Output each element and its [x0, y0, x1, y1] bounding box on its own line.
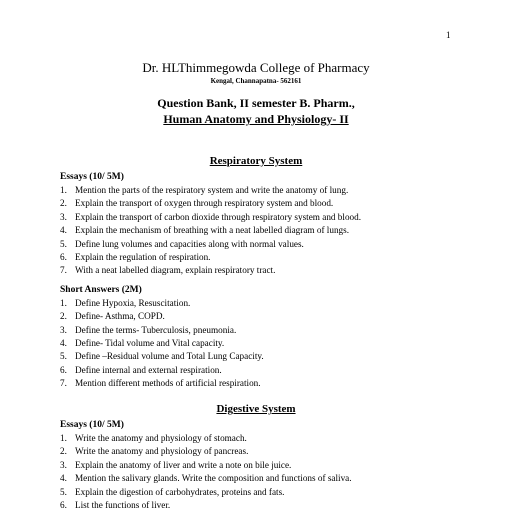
question-number: 7. — [60, 378, 67, 389]
question-item — [60, 197, 460, 210]
question-number: 2. — [60, 198, 67, 209]
section-digestive-system — [60, 403, 460, 518]
question-item — [60, 486, 460, 499]
question-list — [60, 184, 460, 278]
question-list — [60, 297, 460, 391]
question-item — [60, 499, 460, 512]
question-text: Define Hypoxia, Resuscitation. — [75, 297, 191, 308]
question-text: Define lung volumes and capacities along with normal values. — [75, 238, 304, 249]
question-item — [60, 238, 460, 251]
question-number: 4. — [60, 337, 67, 348]
question-text: Define- Tidal volume and Vital capacity. — [75, 337, 225, 348]
section-title: Digestive System — [216, 403, 296, 415]
question-number: 1. — [60, 433, 67, 443]
question-text: Write the anatomy and physiology of stomach. — [75, 433, 247, 443]
question-text: With a neat labelled diagram, explain respiratory tract. — [75, 265, 276, 276]
group-heading-essays: Essays (10/ 5M) — [60, 172, 124, 182]
question-number: 6. — [60, 499, 67, 510]
college-address: Kengal, Channapatna- 562161 — [210, 77, 302, 85]
question-text: Explain the transport of carbon dioxide through respiratory system and blood. — [75, 211, 362, 222]
question-number: 1. — [60, 297, 67, 308]
question-item — [60, 337, 460, 350]
question-number: 5. — [60, 238, 67, 249]
question-item — [60, 432, 460, 445]
question-text: List the functions of liver. — [75, 499, 171, 510]
question-item — [60, 211, 460, 224]
question-number: 1. — [60, 185, 67, 195]
question-text: Explain the mechanism of breathing with a neat labelled diagram of lungs. — [75, 225, 350, 236]
question-text: Define- Asthma, COPD. — [75, 311, 165, 322]
question-number: 7. — [60, 265, 67, 276]
question-item — [60, 445, 460, 458]
question-text: Mention the parts of the respiratory system and write the anatomy of lung. — [75, 185, 349, 195]
question-text: Explain the anatomy of liver and write a note on bile juice. — [75, 459, 292, 470]
question-item — [60, 364, 460, 377]
question-number: 6. — [60, 251, 67, 262]
question-text: Define internal and external respiration. — [75, 364, 222, 375]
question-item — [60, 459, 460, 472]
question-number: 4. — [60, 225, 67, 236]
group-heading-essays: Essays (10/ 5M) — [60, 420, 124, 430]
question-number: 4. — [60, 473, 67, 484]
question-bank-title: Question Bank, II semester B. Pharm., — [157, 96, 355, 110]
question-text: Mention the salivary glands. Write the composition and functions of saliva. — [75, 473, 352, 484]
page-number: 1 — [446, 30, 451, 40]
question-number: 3. — [60, 211, 67, 222]
question-text: Explain the transport of oxygen through respiratory system and blood. — [75, 198, 334, 209]
question-text: Mention different methods of artificial respiration. — [75, 378, 261, 389]
question-text: Write the anatomy and physiology of pancreas. — [75, 446, 249, 457]
question-number: 5. — [60, 351, 67, 362]
question-item — [60, 224, 460, 237]
question-item — [60, 297, 460, 310]
subject-title: Human Anatomy and Physiology- II — [163, 112, 349, 126]
question-number: 6. — [60, 364, 67, 375]
question-item — [60, 264, 460, 277]
question-text: Define the terms- Tuberculosis, pneumonia. — [75, 324, 237, 335]
question-item — [60, 377, 460, 390]
question-text: Explain the digestion of carbohydrates, proteins and fats. — [75, 486, 285, 497]
question-number: 3. — [60, 459, 67, 470]
question-item — [60, 324, 460, 337]
college-name: Dr. HLThimmegowda College of Pharmacy — [142, 60, 370, 75]
question-number: 2. — [60, 311, 67, 322]
question-number: 3. — [60, 324, 67, 335]
question-item — [60, 472, 460, 485]
question-item — [60, 310, 460, 323]
section-respiratory-system — [60, 155, 460, 396]
question-number: 2. — [60, 446, 67, 457]
question-text: Define –Residual volume and Total Lung Capacity. — [75, 351, 264, 362]
section-title: Respiratory System — [209, 155, 303, 167]
question-item — [60, 350, 460, 363]
question-text: Explain the regulation of respiration. — [75, 251, 211, 262]
question-item — [60, 251, 460, 264]
question-number: 5. — [60, 486, 67, 497]
question-item — [60, 184, 460, 197]
question-list — [60, 432, 460, 512]
group-heading-short-answers: Short Answers (2M) — [60, 284, 142, 295]
